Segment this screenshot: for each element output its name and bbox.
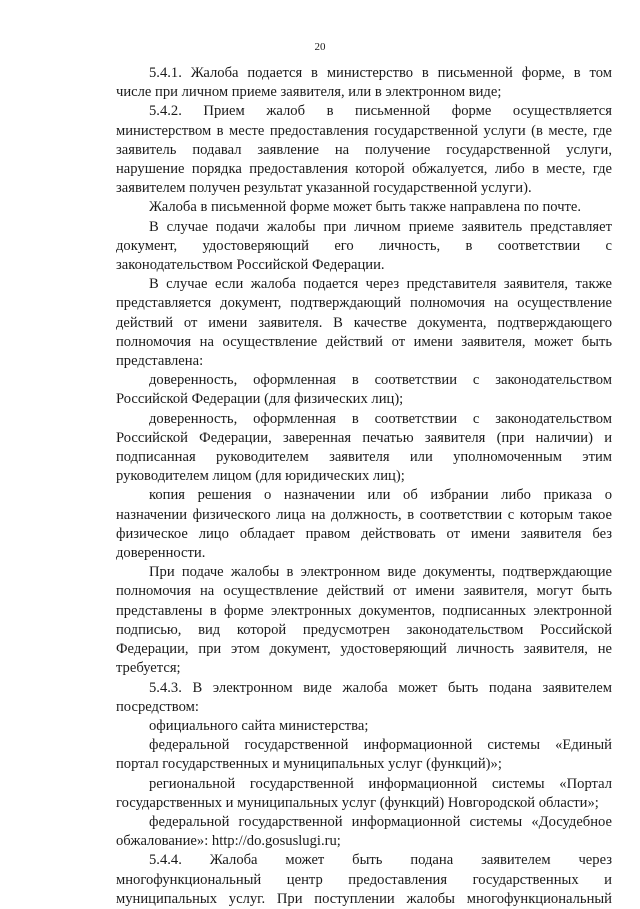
paragraph-line: копия решения о назначении или об избрании либо приказа о (149, 487, 612, 504)
paragraph-line: государственных и муниципальных услуг (функций) Новгородской области»; (116, 794, 599, 811)
paragraph (116, 486, 612, 563)
paragraph-line: руководителем лицом (для юридических лиц); (116, 468, 405, 485)
paragraph (116, 64, 612, 102)
paragraph (116, 198, 612, 217)
paragraph (116, 371, 612, 409)
paragraph-line: доверенность, оформленная в соответствии с законодательством (149, 410, 612, 427)
paragraph-line: подписью, вид которой предусмотрен законодательством Российской (116, 621, 612, 638)
paragraph-line: 5.4.3. В электронном виде жалоба может быть подана заявителем (149, 679, 612, 696)
paragraph (116, 679, 612, 717)
paragraph (116, 102, 612, 198)
paragraph (116, 775, 612, 813)
paragraph-line: В случае подачи жалобы при личном приеме заявитель представляет (149, 218, 612, 235)
paragraph-line: полномочия на осуществление действий от имени заявителя, может быть (116, 333, 612, 350)
paragraph-line: федеральной государственной информационной системы «Единый (149, 737, 612, 754)
paragraph-line: муниципальных услуг. При поступлении жалобы многофункциональный (116, 890, 612, 907)
paragraph-line: Жалоба в письменной форме может быть также направлена по почте. (149, 199, 582, 216)
paragraph-line: 5.4.2. Прием жалоб в письменной форме осуществляется (149, 103, 612, 120)
paragraph-line: нарушение порядка предоставления которой обжалуется, либо в месте, где (116, 161, 612, 178)
paragraph-line: представлена: (116, 353, 204, 370)
paragraph (116, 851, 612, 909)
paragraph-line: обжалование»: http://do.gosuslugi.ru; (116, 833, 341, 850)
paragraph-line: заявителем получен результат указанной государственной услуги). (116, 180, 532, 197)
paragraph-line: многофункциональный центр предоставления государственных и (116, 871, 612, 888)
paragraph (116, 563, 612, 678)
paragraph (116, 410, 612, 487)
paragraph-line: числе при личном приеме заявителя, или в электронном виде; (116, 84, 502, 101)
paragraph-line: Российской Федерации, заверенная печатью заявителя (при наличии) и (116, 429, 612, 446)
paragraph-line: федеральной государственной информационной системы «Досудебное (149, 813, 612, 830)
paragraph-line: назначении физического лица на должность, в соответствии с которым такое (116, 506, 612, 523)
paragraph (116, 218, 612, 276)
paragraph-line: представлены в форме электронных документов, подписанных электронной (116, 602, 612, 619)
paragraph-line: подписанная руководителем заявителя или уполномоченным этим (116, 449, 612, 466)
paragraph-line: представляется документ, подтверждающий полномочия на осуществление (116, 295, 612, 312)
paragraph (116, 275, 612, 371)
paragraph-line: 5.4.1. Жалоба подается в министерство в письменной форме, в том (149, 65, 612, 81)
paragraph-line: Федерации, при этом документ, удостоверяющий личность заявителя, не (116, 641, 612, 658)
paragraph-line: При подаче жалобы в электронном виде документы, подтверждающие (149, 564, 612, 581)
paragraph-line: требуется; (116, 660, 181, 677)
page-number: 20 (314, 41, 326, 53)
paragraph-line: официального сайта министерства; (149, 717, 369, 734)
paragraph-line: портал государственных и муниципальных услуг (функций)»; (116, 756, 502, 773)
paragraph-line: доверенность, оформленная в соответствии с законодательством (149, 372, 612, 389)
paragraph-line: В случае если жалоба подается через представителя заявителя, также (149, 276, 612, 293)
paragraph-line: документ, удостоверяющий его личность, в соответствии с (116, 237, 612, 254)
paragraph-line: Российской Федерации (для физических лиц); (116, 391, 404, 408)
paragraph (116, 736, 612, 774)
paragraph (116, 813, 612, 851)
paragraph-line: заявитель подавал заявление на получение государственной услуги, (116, 141, 612, 158)
paragraph-line: физическое лицо обладает правом действовать от имени заявителя без (116, 525, 612, 542)
document-body (116, 64, 612, 909)
paragraph (116, 717, 612, 736)
paragraph-line: посредством: (116, 698, 199, 715)
paragraph-line: министерством в месте предоставления государственной услуги (в месте, где (116, 122, 612, 139)
paragraph-line: действий от имени заявителя. В качестве документа, подтверждающего (116, 314, 612, 331)
paragraph-line: полномочия на осуществление действий от имени заявителя, могут быть (116, 583, 612, 600)
paragraph-line: законодательством Российской Федерации. (116, 257, 385, 274)
paragraph-line: доверенности. (116, 545, 206, 562)
paragraph-line: региональной государственной информационной системы «Портал (149, 775, 612, 792)
paragraph-line: 5.4.4. Жалоба может быть подана заявителем через (149, 852, 612, 869)
